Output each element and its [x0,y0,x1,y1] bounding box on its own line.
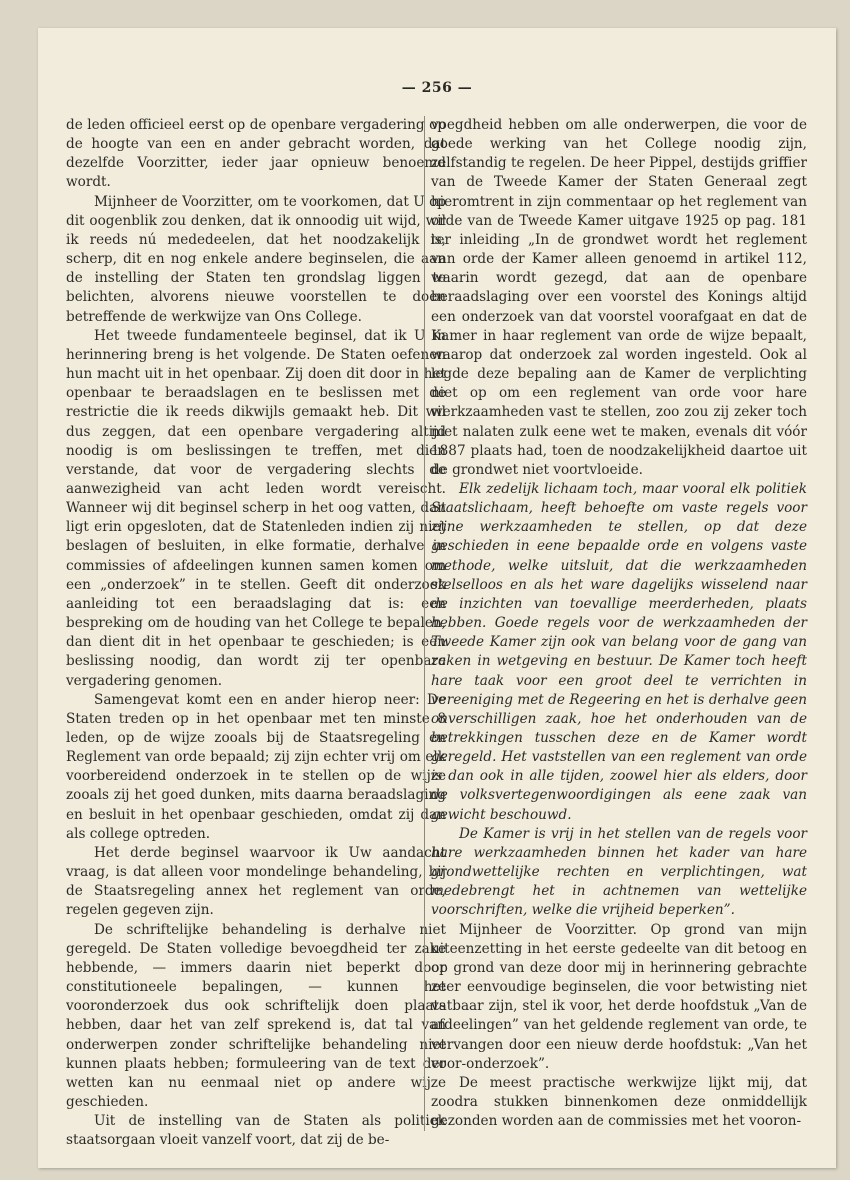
paragraph: Mijnheer de Voorzitter. Op grond van mijn uiteenzetting in het eerste gedeelte van dit betoog en op grond van deze door mij in herinnering gebrachte zeer eenvoudige beginselen, die voor betwisting niet vatbaar zijn, stel ik voor, het derde hoofdstuk „Van de afdeelingen” van het geldende reglement van orde, te vervangen door een nieuw derde hoofdstuk: „Van het voor-onderzoek”. [431,921,807,1072]
right-column [424,116,807,1131]
paragraph: Het derde beginsel waarvoor ik Uw aandacht vraag, is dat alleen voor mondelinge behandeling, bij de Staatsregeling annex het reglement van orde, regelen gegeven zijn. [66,844,446,919]
page-sheet [38,28,836,1168]
paragraph: de leden officieel eerst op de openbare vergadering op de hoogte van een en ander gebracht worden, dat dezelfde Voorzitter, ieder jaar opnieuw benoemd wordt. [66,117,446,191]
page-number: — 256 — [401,80,473,96]
left-column [66,116,446,1150]
paragraph: Het tweede fundamenteele beginsel, dat ik U in herinnering breng is het volgende. De Staten oefenen hun macht uit in het openbaar. Zij doen dit door in het openbaar te beraadslagen en te beslissen met de restrictie die ik reeds dikwijls gemaakt heb. Dit wil dus zeggen, dat een openbare vergadering altijd noodig is om beslissingen te treffen, met dien verstande, dat voor de vergadering slechts de aanwezigheid van acht leden wordt vereischt. Wanneer wij dit beginsel scherp in het oog vatten, dan ligt erin opgesloten, dat de Statenleden indien zij niet beslagen of besluiten, in elke formatie, derhalve in commissies of afdeelingen kunnen samen komen om een „onderzoek” in te stellen. Geeft dit onderzoek aanleiding tot een beraadslaging dat is: een bespreking om de houding van het College te bepalen, dan dient dit in het openbaar te geschieden; is een beslissing noodig, dan wordt zij ter openbare vergadering genomen. [66,327,446,689]
paragraph: voegdheid hebben om alle onderwerpen, die voor de goede werking van het College noodig zijn, zelfstandig te regelen. De heer Pippel, destijds griffier van de Tweede Kamer der Staten Generaal zegt hieromtrent in zijn commentaar op het reglement van orde van de Tweede Kamer uitgave 1925 op pag. 181 ter inleiding „In de grondwet wordt het reglement van orde der Kamer alleen genoemd in artikel 112, waarin wordt gezegd, dat aan de openbare beraadslaging over een voorstel des Konings altijd een onderzoek van dat voorstel voorafgaat en dat de Kamer in haar reglement van orde de wijze bepaalt, waarop dat onderzoek zal worden ingesteld. Ook al legde deze bepaling aan de Kamer de verplichting niet op om een reglement van orde voor hare werkzaamheden vast te stellen, zoo zou zij zeker toch niet nalaten zulk eene wet te maken, evenals dit vóór 1887 plaats had, toen de noodzakelijkheid daartoe uit de grondwet niet voortvloeide. [431,117,807,478]
quoted-paragraph: Elk zedelijk lichaam toch, maar vooral elk politiek Staatslichaam, heeft behoefte om vaste regels voor zijne werkzaamheden te stellen, op dat deze geschieden in eene bepaalde orde en volgens vaste methode, welke uitsluit, dat die werkzaamheden stelselloos en als het ware dagelijks wisselend naar de inzichten van toevallige meerderheden, plaats hebben. Goede regels voor de werkzaamheden der Tweede Kamer zijn ook van belang voor de gang van zaken in wetgeving en bestuur. De Kamer toch heeft hare taak voor een groot deel te verrichten in vereeniging met de Regeering en het is derhalve geen onverschilligen zaak, hoe het onderhouden van de betrekkingen tusschen deze en de Kamer wordt geregeld. Het vaststellen van een reglement van orde is dan ook in alle tijden, zoowel hier als elders, door de volksvertegenwoordigingen als eene zaak van gewicht beschouwd. [431,480,807,823]
quoted-paragraph: De Kamer is vrij in het stellen van de regels voor hare werkzaamheden binnen het kader van hare grondwettelijke rechten en verplichtingen, wat medebrengt het in achtnemen van wettelijke voorschriften, welke die vrijheid beperken”. [431,825,807,919]
paragraph: Mijnheer de Voorzitter, om te voorkomen, dat U op dit oogenblik zou denken, dat ik onnoodig uit wijd, wil ik reeds nú mededeelen, dat het noodzakelijk is, scherp, dit en nog enkele andere beginselen, die aan de instelling der Staten ten grondslag liggen te belichten, alvorens nieuwe voorstellen te doen betreffende de werkwijze van Ons College. [66,193,446,325]
paragraph: Samengevat komt een en ander hierop neer: De Staten treden op in het openbaar met ten minste 8 leden, op de wijze zooals bij de Staatsregeling en Reglement van orde bepaald; zij zijn echter vrij om elk voorbereidend onderzoek in te stellen op de wijze zooals zij het goed dunken, mits daarna beraadslaging en besluit in het openbaar geschieden, omdat zij dan als college optreden. [66,691,446,842]
paragraph: De meest practische werkwijze lijkt mij, dat zoodra stukken binnenkomen deze onmiddellijk gezonden worden aan de commissies met het vooron- [431,1074,807,1130]
paragraph: De schriftelijke behandeling is derhalve niet geregeld. De Staten volledige bevoegdheid ter zake hebbende, — immers daarin niet beperkt door constitutioneele bepalingen, — kunnen het vooronderzoek dus ook schriftelijk doen plaats hebben, daar het van zelf sprekend is, dat tal van onderwerpen zonder schriftelijke behandeling niet kunnen plaats hebben; formuleering van de text der wetten kan nu eenmaal niet op andere wijze geschieden. [66,921,446,1110]
paragraph: Uit de instelling van de Staten als politiek staatsorgaan vloeit vanzelf voort, dat zij de be- [66,1113,446,1149]
